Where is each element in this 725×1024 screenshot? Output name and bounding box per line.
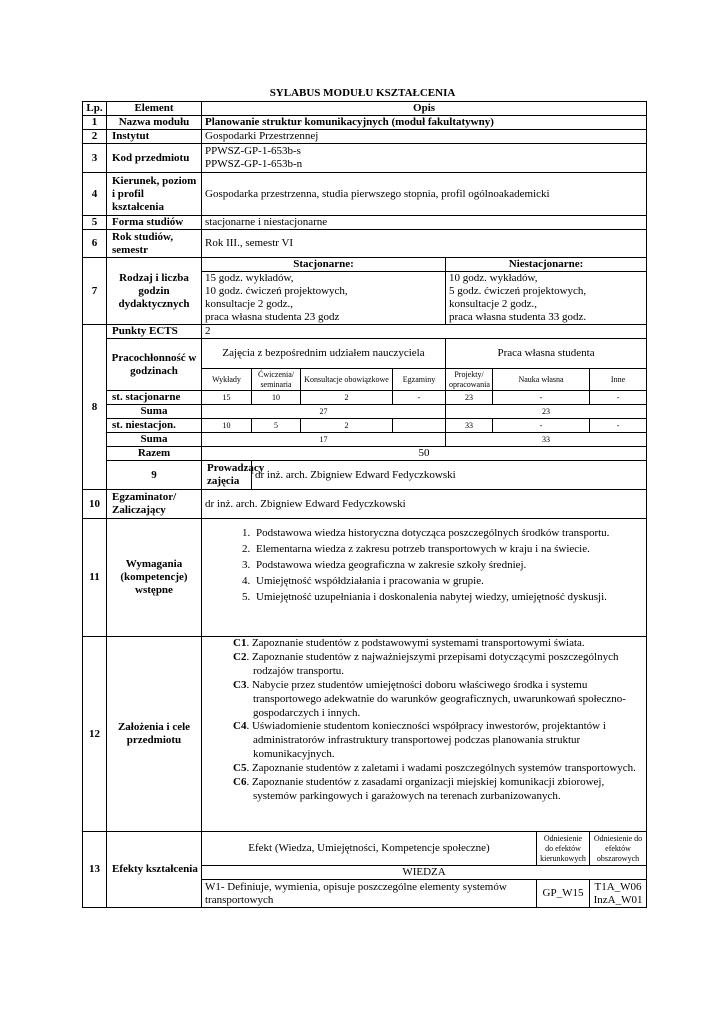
- effect-w1: W1- Definiuje, wymienia, opisuje poszczególne elementy systemów transportowych: [202, 880, 537, 908]
- goal-text: Zapoznanie studentów z podstawowymi systemami transportowymi świata.: [251, 637, 585, 649]
- row-number: 6: [83, 230, 107, 258]
- row-number: 9: [107, 461, 202, 490]
- row-number: 5: [83, 216, 107, 230]
- field-of-study: Gospodarka przestrzenna, studia pierwszego stopnia, profil ogólnoakademicki: [202, 173, 647, 216]
- goal-code: C3: [233, 678, 247, 691]
- list-item: 3. Podstawowa wiedza geograficzna w zakresie szkoły średniej.: [253, 559, 640, 572]
- table-row: [83, 130, 647, 144]
- table-row: [83, 258, 647, 272]
- goal-code: C4: [233, 720, 247, 733]
- row-label: Rodzaj i liczba godzin dydaktycznych: [107, 258, 202, 325]
- page-title: SYLABUS MODUŁU KSZTAŁCENIA: [269, 87, 456, 99]
- sum-own: 33: [446, 433, 647, 447]
- goal-item: [233, 776, 636, 804]
- total-value: 50: [202, 447, 647, 461]
- table-header-row: [83, 102, 647, 116]
- ects-label: Punkty ECTS: [107, 325, 202, 339]
- goal-code: C6: [233, 776, 247, 789]
- table-row: [83, 339, 647, 369]
- total-label: Razem: [107, 447, 202, 461]
- sum-own: 23: [446, 405, 647, 419]
- goal-item: [233, 651, 636, 679]
- hours-cell: -: [590, 391, 647, 405]
- hours-cell: 2: [301, 391, 393, 405]
- column-header: Egzaminy: [393, 369, 446, 391]
- table-row: [83, 325, 647, 339]
- row-number: 7: [83, 258, 107, 325]
- goal-text: Zapoznanie studentów z zaletami i wadami poszczególnych systemów transportowych.: [251, 762, 636, 775]
- course-code-full-time: PPWSZ-GP-1-653b-s: [205, 145, 301, 157]
- hours-cell: 10: [202, 419, 252, 433]
- table-row: [83, 216, 647, 230]
- goal-separator: .: [246, 720, 252, 733]
- row-label: Kod przedmiotu: [107, 144, 202, 173]
- hours-line: konsultacje 2 godz.,: [205, 298, 293, 310]
- goal-code: C1: [233, 637, 247, 649]
- goal-code: C5: [233, 762, 247, 775]
- ref-area-heading: Odniesienie do efektów obszarowych: [590, 832, 647, 866]
- goal-text: Zapoznanie studentów z najważniejszymi przepisami dotyczącymi poszczególnych rodzajów transportu.: [251, 650, 619, 677]
- ects-value: 2: [202, 325, 647, 339]
- hours-line: 5 godz. ćwiczeń projektowych,: [449, 285, 587, 297]
- row-number: 1: [83, 116, 107, 130]
- table-row: [83, 490, 647, 519]
- hours-cell: 10: [252, 391, 301, 405]
- column-header: Inne: [590, 369, 647, 391]
- hours-line: 10 godz. wykładów,: [449, 272, 538, 284]
- prerequisites: [202, 519, 647, 637]
- hours-cell: 2: [301, 419, 393, 433]
- part-time-label: st. niestacjon.: [107, 419, 202, 433]
- row-number: 3: [83, 144, 107, 173]
- hours-cell: -: [493, 391, 590, 405]
- column-header: Nauka własna: [493, 369, 590, 391]
- sum-label: Suma: [107, 433, 202, 447]
- area-ref-code: InzA_W01: [593, 893, 643, 906]
- hours-line: 10 godz. ćwiczeń projektowych,: [205, 285, 348, 297]
- goal-item: [233, 720, 636, 762]
- hours-line: konsultacje 2 godz.,: [449, 298, 537, 310]
- study-form: stacjonarne i niestacjonarne: [202, 216, 647, 230]
- row-number: 8: [83, 325, 107, 490]
- hours-cell: 5: [252, 419, 301, 433]
- own-work-heading: Praca własna studenta: [446, 339, 647, 369]
- hours-line: 15 godz. wykładów,: [205, 272, 294, 284]
- goal-separator: .: [246, 776, 252, 789]
- full-time-hours: [202, 272, 446, 325]
- row-label: Prowadzący zajęcia: [202, 461, 252, 490]
- row-number: 10: [83, 490, 107, 519]
- full-time-heading: Stacjonarne:: [202, 258, 446, 272]
- hours-cell: -: [590, 419, 647, 433]
- workload-label: Pracochłonność w godzinach: [107, 339, 202, 391]
- goal-separator: .: [246, 650, 252, 663]
- table-row: [83, 447, 647, 461]
- table-row: [83, 832, 647, 866]
- hours-line: praca własna studenta 23 godz: [205, 311, 340, 323]
- header-opis: Opis: [202, 102, 647, 116]
- hours-cell: 33: [446, 419, 493, 433]
- list-item: 1. Podstawowa wiedza historyczna dotycząca poszczególnych środków transportu.: [253, 527, 640, 540]
- row-number: 13: [83, 832, 107, 908]
- sum-label: Suma: [107, 405, 202, 419]
- contact-hours-heading: Zajęcia z bezpośrednim udziałem nauczyciela: [202, 339, 446, 369]
- row-label: Nazwa modułu: [107, 116, 202, 130]
- full-time-label: st. stacjonarne: [107, 391, 202, 405]
- goal-code: C2: [233, 650, 247, 663]
- table-row: [83, 405, 647, 419]
- part-time-hours: [446, 272, 647, 325]
- examiner: dr inż. arch. Zbigniew Edward Fedyczkowski: [202, 490, 647, 519]
- column-header: Projekty/ opracowania: [446, 369, 493, 391]
- part-time-heading: Niestacjonarne:: [446, 258, 647, 272]
- header-lp: Lp.: [83, 102, 107, 116]
- column-header: Wykłady: [202, 369, 252, 391]
- table-row: [83, 419, 647, 433]
- goal-text: Nabycie przez studentów umiejętności doboru właściwego środka i systemu transportowego adekwatnie do warunków geograficznych, uwarunkowań społeczno-gospodarczych i innych.: [251, 678, 626, 719]
- table-row: [83, 637, 647, 832]
- table-row: [83, 519, 647, 637]
- course-code: [202, 144, 647, 173]
- effect-w1-direction-ref: GP_W15: [537, 880, 590, 908]
- row-number: 12: [83, 637, 107, 832]
- column-header: Ćwiczenia/ seminaria: [252, 369, 301, 391]
- hours-cell: 23: [446, 391, 493, 405]
- prerequisites-list: [205, 527, 640, 604]
- table-row: [83, 173, 647, 216]
- instructor: dr inż. arch. Zbigniew Edward Fedyczkowski: [252, 461, 647, 490]
- list-item: 4. Umiejętność współdziałania i pracowania w grupie.: [253, 575, 640, 588]
- row-label: Założenia i cele przedmiotu: [107, 637, 202, 832]
- goal-separator: .: [246, 637, 252, 649]
- goals: [202, 637, 647, 832]
- row-label: Kierunek, poziom i profil kształcenia: [107, 173, 202, 216]
- hours-cell: 15: [202, 391, 252, 405]
- syllabus-table: [82, 101, 647, 908]
- row-label: Wymagania (kompetencje) wstępne: [107, 519, 202, 637]
- table-row: [83, 230, 647, 258]
- goal-separator: .: [246, 678, 252, 691]
- knowledge-heading: WIEDZA: [202, 866, 647, 880]
- goal-text: Uświadomienie studentom konieczności współpracy inwestorów, projektantów i administratorów infrastruktury transportowej podczas planowania struktur komunikacyjnych.: [251, 720, 606, 761]
- sum-contact: 17: [202, 433, 446, 447]
- list-item: 5. Umiejętność uzupełniania i doskonalenia nabytej wiedzy, umiejętność dyskusji.: [253, 591, 640, 604]
- year-semester: Rok III., semestr VI: [202, 230, 647, 258]
- goal-text: Zapoznanie studentów z zasadami organizacji miejskiej komunikacji zbiorowej, systemów parkingowych i garażowych na terenach zurbanizowanych.: [251, 776, 605, 802]
- table-row: [83, 391, 647, 405]
- hours-cell: [393, 419, 446, 433]
- sum-contact: 27: [202, 405, 446, 419]
- institute-value: Gospodarki Przestrzennej: [202, 130, 647, 144]
- ref-direction-heading: Odniesienie do efektów kierunkowych: [537, 832, 590, 866]
- course-code-part-time: PPWSZ-GP-1-653b-n: [205, 158, 303, 170]
- row-label: Instytut: [107, 130, 202, 144]
- goal-separator: .: [246, 762, 252, 775]
- row-label: Forma studiów: [107, 216, 202, 230]
- effect-heading: Efekt (Wiedza, Umiejętności, Kompetencje społeczne): [202, 832, 537, 866]
- list-item: 2. Elementarna wiedza z zakresu potrzeb transportowych w kraju i na świecie.: [253, 543, 640, 556]
- hours-cell: -: [393, 391, 446, 405]
- hours-cell: -: [493, 419, 590, 433]
- table-row: [83, 116, 647, 130]
- goal-item: [233, 679, 636, 721]
- header-element: Element: [107, 102, 202, 116]
- row-label: Efekty kształcenia: [107, 832, 202, 908]
- effect-w1-area-ref: [590, 880, 647, 908]
- goal-item: [233, 762, 636, 776]
- table-row: [83, 461, 647, 490]
- hours-line: praca własna studenta 33 godz.: [449, 311, 587, 323]
- column-header: Konsultacje obowiązkowe: [301, 369, 393, 391]
- area-ref-code: T1A_W06: [594, 880, 642, 893]
- row-label: Rok studiów, semestr: [107, 230, 202, 258]
- module-name: Planowanie struktur komunikacyjnych (moduł fakultatywny): [202, 116, 647, 130]
- row-number: 2: [83, 130, 107, 144]
- table-row: [83, 144, 647, 173]
- table-row: [83, 433, 647, 447]
- row-number: 11: [83, 519, 107, 637]
- goal-item: [233, 637, 636, 651]
- row-label: Egzaminator/ Zaliczający: [107, 490, 202, 519]
- row-number: 4: [83, 173, 107, 216]
